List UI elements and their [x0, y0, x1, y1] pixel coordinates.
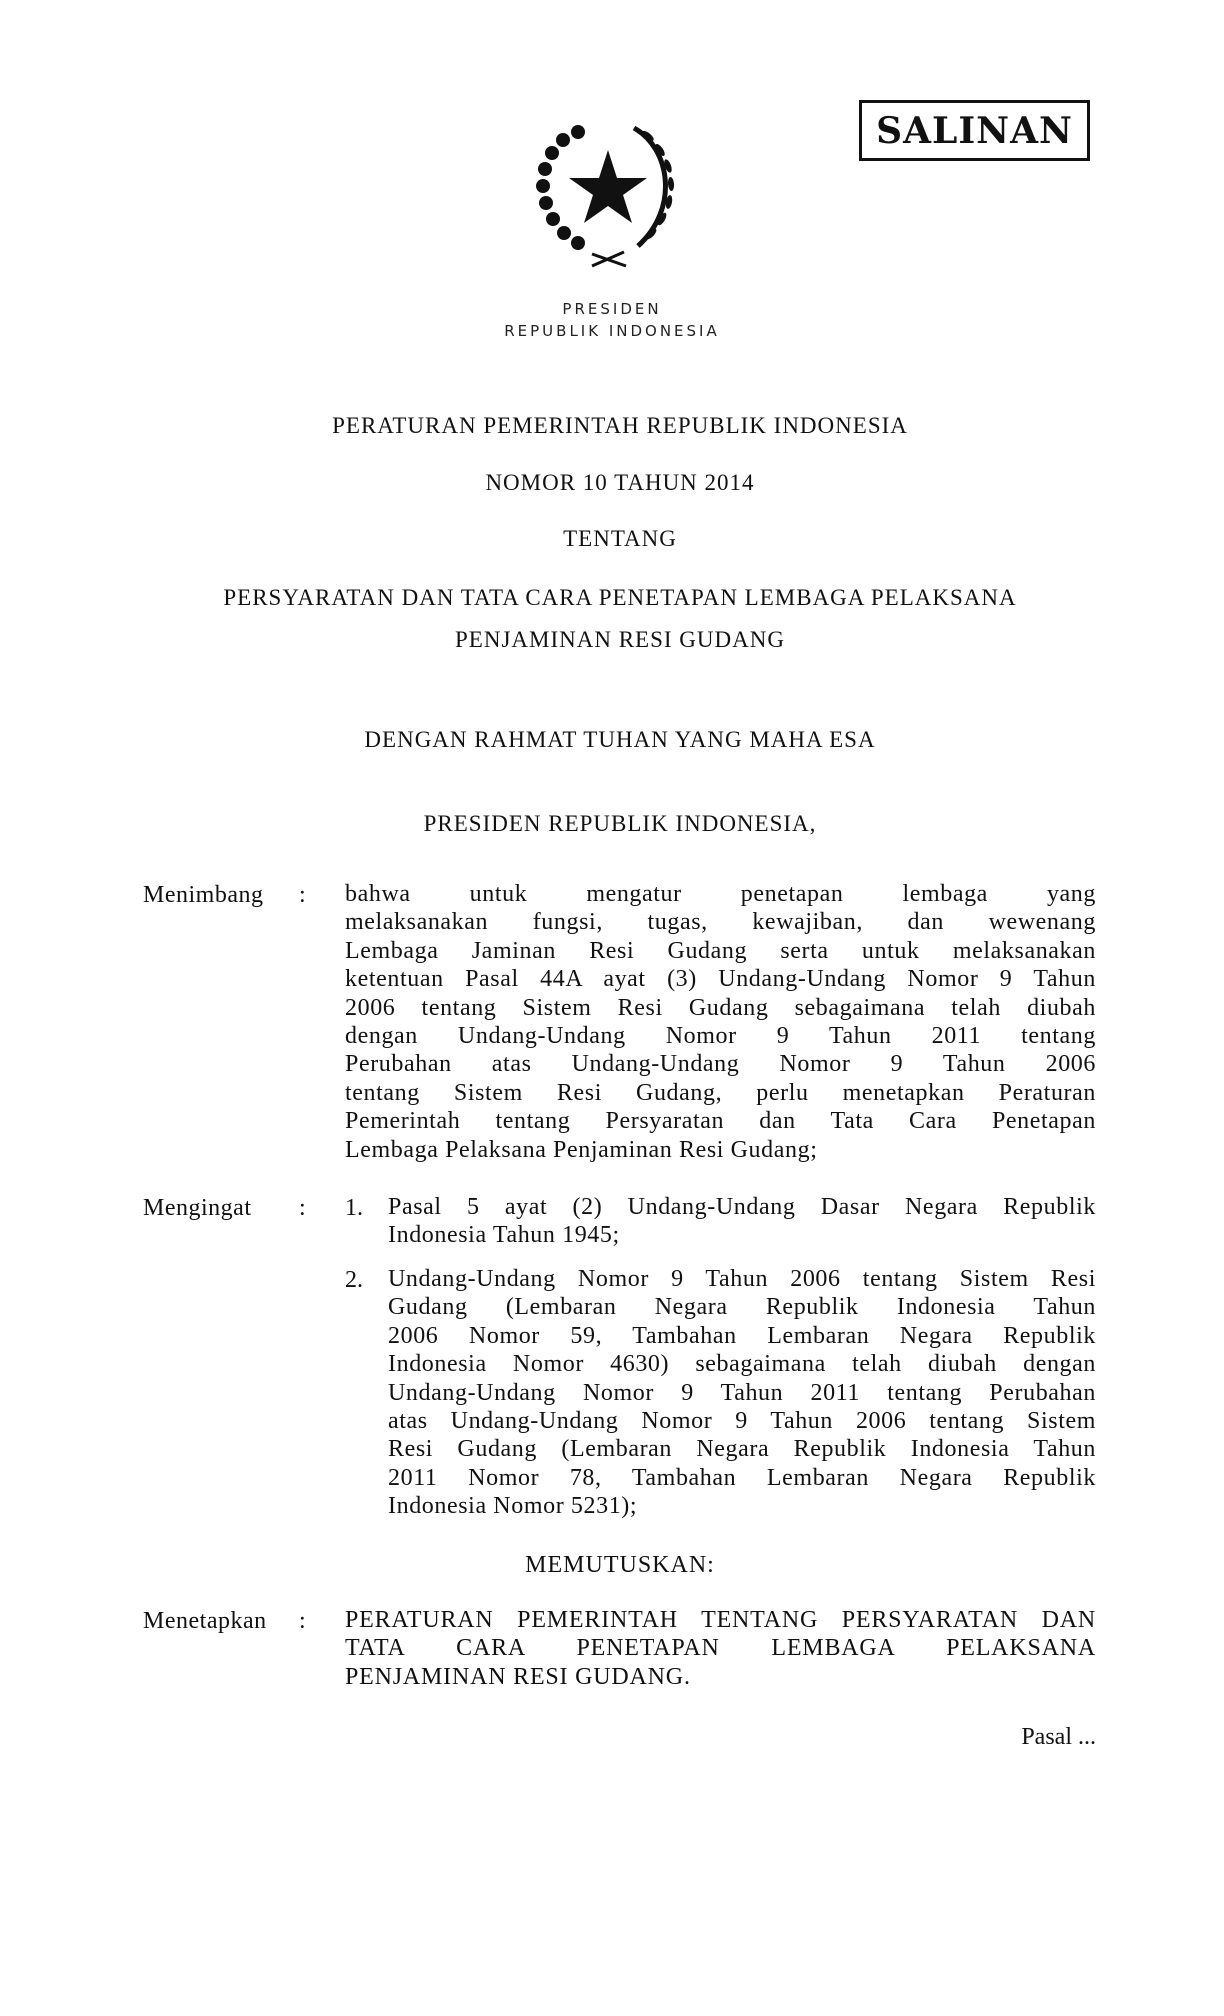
- menetapkan-body: [345, 1606, 1096, 1691]
- text-line: ketentuan Pasal 44A ayat (3) Undang-Undang Nomor 9 Tahun: [345, 966, 1096, 993]
- text-line: dengan Undang-Undang Nomor 9 Tahun 2011 tentang: [345, 1022, 1096, 1049]
- text-line: Gudang (Lembaran Negara Republik Indonesia Tahun: [388, 1294, 1096, 1321]
- memutuskan-heading: MEMUTUSKAN:: [525, 1552, 715, 1578]
- continued-marker: Pasal ...: [1021, 1724, 1096, 1750]
- text-line: 2006 Nomor 59, Tambahan Lembaran Negara Republik: [388, 1322, 1096, 1349]
- mengingat-item-2: [388, 1265, 1096, 1521]
- salinan-stamp: SALINAN: [859, 100, 1090, 161]
- text-line: Pemerintah tentang Persyaratan dan Tata Cara Penetapan: [345, 1108, 1096, 1135]
- text-line: Lembaga Pelaksana Penjaminan Resi Gudang;: [345, 1136, 818, 1163]
- mengingat-item-1: [388, 1193, 1096, 1250]
- preamble: DENGAN RAHMAT TUHAN YANG MAHA ESA: [364, 727, 876, 752]
- text-line: Resi Gudang (Lembaran Negara Republik Indonesia Tahun: [388, 1436, 1096, 1463]
- menetapkan-label: Menetapkan: [143, 1608, 267, 1634]
- presidential-emblem: [530, 118, 686, 268]
- mengingat-colon: :: [299, 1195, 306, 1221]
- text-line: melaksanakan fungsi, tugas, kewajiban, dan wewenang: [345, 909, 1096, 936]
- menimbang-label: Menimbang: [143, 882, 264, 908]
- text-line: 2006 tentang Sistem Resi Gudang sebagaimana telah diubah: [345, 994, 1096, 1021]
- text-line: 2011 Nomor 78, Tambahan Lembaran Negara Republik: [388, 1464, 1096, 1491]
- list-number: 1.: [345, 1195, 363, 1221]
- text-line: TATA CARA PENETAPAN LEMBAGA PELAKSANA: [345, 1635, 1096, 1662]
- regulation-title: PERATURAN PEMERINTAH REPUBLIK INDONESIA: [332, 413, 908, 438]
- text-line: Lembaga Jaminan Resi Gudang serta untuk melaksanakan: [345, 937, 1096, 964]
- text-line: atas Undang-Undang Nomor 9 Tahun 2006 tentang Sistem: [388, 1407, 1096, 1434]
- text-line: Pasal 5 ayat (2) Undang-Undang Dasar Negara Republik: [388, 1194, 1096, 1220]
- text-line: Indonesia Nomor 5231);: [388, 1493, 638, 1520]
- text-line: Indonesia Nomor 4630) sebagaimana telah diubah dengan: [388, 1351, 1096, 1378]
- text-line: bahwa untuk mengatur penetapan lembaga yang: [345, 881, 1096, 907]
- emblem-caption-president: PRESIDEN: [562, 300, 662, 318]
- emblem-caption-republic: REPUBLIK INDONESIA: [504, 322, 720, 340]
- text-line: PENJAMINAN RESI GUDANG.: [345, 1663, 691, 1690]
- text-line: tentang Sistem Resi Gudang, perlu menetapkan Peraturan: [345, 1079, 1096, 1106]
- regulation-number: NOMOR 10 TAHUN 2014: [485, 470, 755, 495]
- president-heading: PRESIDEN REPUBLIK INDONESIA,: [423, 811, 817, 836]
- regulation-subject-line2: PENJAMINAN RESI GUDANG: [455, 627, 785, 652]
- text-line: Undang-Undang Nomor 9 Tahun 2011 tentang Perubahan: [388, 1379, 1096, 1406]
- mengingat-label: Mengingat: [143, 1195, 252, 1221]
- regulation-subject-line1: PERSYARATAN DAN TATA CARA PENETAPAN LEMBAGA PELAKSANA: [223, 585, 1017, 610]
- menetapkan-colon: :: [299, 1608, 306, 1634]
- text-line: PERATURAN PEMERINTAH TENTANG PERSYARATAN DAN: [345, 1607, 1096, 1633]
- text-line: Undang-Undang Nomor 9 Tahun 2006 tentang Sistem Resi: [388, 1266, 1096, 1292]
- list-number: 2.: [345, 1267, 363, 1293]
- menimbang-body: [345, 880, 1096, 1164]
- text-line: Indonesia Tahun 1945;: [388, 1222, 620, 1249]
- menimbang-colon: :: [299, 882, 306, 908]
- regulation-about: TENTANG: [563, 526, 677, 551]
- text-line: Perubahan atas Undang-Undang Nomor 9 Tahun 2006: [345, 1051, 1096, 1078]
